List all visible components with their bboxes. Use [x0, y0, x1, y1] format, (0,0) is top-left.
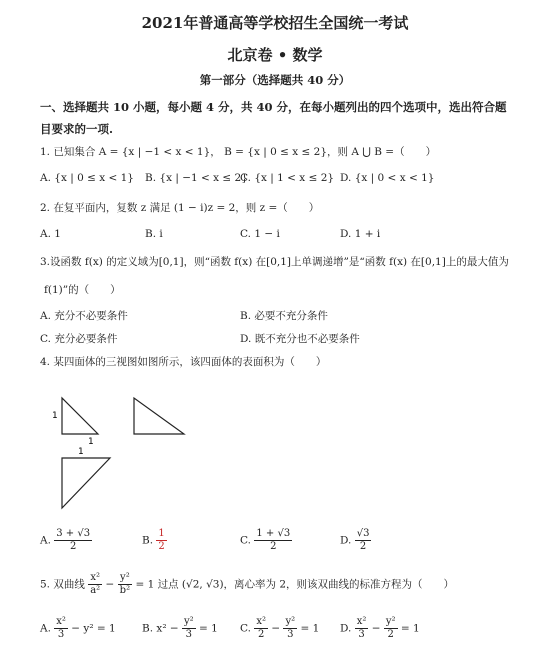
q5-option-d: D. $\frac{\text{x²}}{3}$ − $\frac{\text{y²}}{2}$ = 1 [340, 616, 420, 640]
q3-option-d: D. 既不充分也不必要条件 [240, 333, 360, 345]
q5-stem: 5. 双曲线 $\frac{\text{x²}}{\text{a²}}$ − $\frac{\text{y²}}{\text{b²}}$ = 1 过点 (√2, √3)，离心率为 2，则该双曲线的标准方程为（ ） [40, 572, 455, 596]
q4-option-c: C. $\frac{1 + √3}{2}$ [240, 528, 291, 552]
q4-option-d-fraction: $\frac{√3}{2}$ [356, 528, 370, 552]
q5-option-a: A. $\frac{\text{x²}}{3}$ − y² = 1 [40, 616, 116, 640]
q4-option-d: D. $\frac{√3}{2}$ [340, 528, 370, 552]
section-instructions: 一、选择题共 10 小题，每小题 4 分，共 40 分，在每小题列出的四个选项中，选出符合题目要求的一项. [40, 100, 507, 136]
q2-stem: 2. 在复平面内，复数 z 满足 (1 − i)z = 2，则 z =（ ） [40, 202, 320, 214]
side-view-triangle [134, 398, 184, 434]
q3-stem-line2: f(1)”的（ ） [44, 284, 121, 296]
top-view-side-label: 1 [78, 447, 84, 457]
q4-option-a: A. $\frac{3 + √3}{2}$ [40, 528, 91, 552]
q2-option-b: B. i [145, 228, 163, 240]
q2-option-a: A. 1 [40, 228, 61, 240]
q1-option-b: B. {x | −1 < x ≤ 2} [145, 172, 248, 184]
q1-option-d: D. {x | 0 < x < 1} [340, 172, 435, 184]
q1-stem: 1. 已知集合 A = {x | −1 < x < 1}， B = {x | 0 ≤ x ≤ 2}，则 A ⋃ B =（ ） [40, 146, 437, 158]
front-view-side-label: 1 [52, 411, 58, 421]
part-heading: 第一部分（选择题共 40 分） [199, 73, 351, 87]
q4-option-a-fraction: $\frac{3 + √3}{2}$ [56, 528, 91, 552]
q3-option-b: B. 必要不充分条件 [240, 310, 328, 322]
front-view-triangle [62, 398, 98, 434]
q2-option-c: C. 1 − i [240, 228, 280, 240]
q4-option-b-fraction: $\frac{1}{2}$ [158, 528, 165, 552]
q1-option-a: A. {x | 0 ≤ x < 1} [40, 172, 134, 184]
q5-option-c: C. $\frac{\text{x²}}{2}$ − $\frac{\text{y²}}{3}$ = 1 [240, 616, 320, 640]
three-view-figure [40, 380, 200, 515]
q3-option-a: A. 充分不必要条件 [40, 310, 128, 322]
q3-option-c: C. 充分必要条件 [40, 333, 118, 345]
q5-option-b: B. x² − $\frac{\text{y²}}{3}$ = 1 [142, 616, 218, 640]
q2-option-d: D. 1 + i [340, 228, 381, 240]
exam-subtitle: 北京卷 • 数学 [227, 46, 323, 64]
q3-stem-line1: 3.设函数 f(x) 的定义域为[0,1]，则“函数 f(x) 在[0,1]上单调递增”是“函数 f(x) 在[0,1]上的最大值为 [40, 256, 509, 268]
q4-option-b: B. $\frac{1}{2}$ [142, 528, 165, 552]
front-view-bottom-label: 1 [88, 437, 94, 447]
top-view-triangle [62, 458, 110, 508]
q4-option-c-fraction: $\frac{1 + √3}{2}$ [256, 528, 291, 552]
q4-stem: 4. 某四面体的三视图如图所示，该四面体的表面积为（ ） [40, 356, 327, 368]
q1-option-c: C. {x | 1 < x ≤ 2} [240, 172, 335, 184]
exam-title: 2021年普通高等学校招生全国统一考试 [141, 14, 409, 32]
